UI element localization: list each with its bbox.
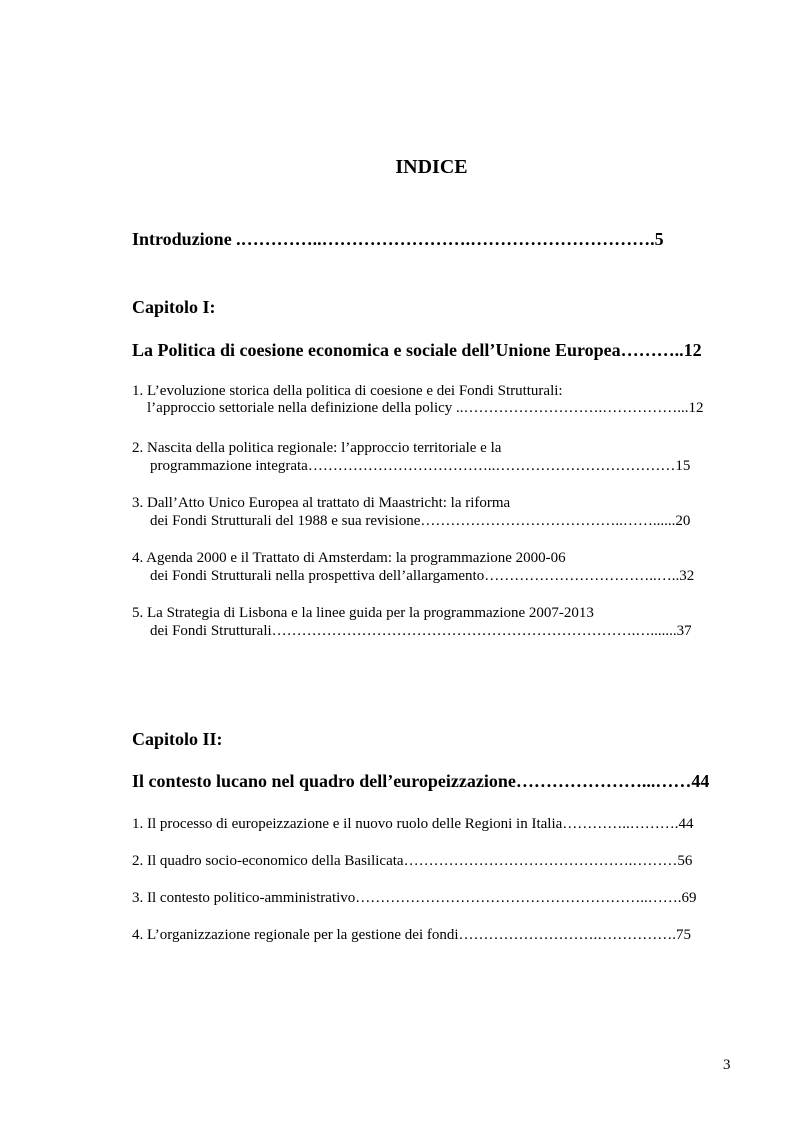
toc-entry-1-2-line1: 2. Nascita della politica regionale: l’approccio territoriale e la — [132, 440, 502, 456]
toc-entry-2-1: 1. Il processo di europeizzazione e il nuovo ruolo delle Regioni in Italia…………..……….44 — [132, 816, 694, 832]
toc-entry-1-5-line1: 5. La Strategia di Lisbona e la linee guida per la programmazione 2007-2013 — [132, 605, 594, 621]
toc-entry-2-3: 3. Il contesto politico-amministrativo…………………………………………………..…….69 — [132, 890, 697, 906]
chapter-1-heading: Capitolo I: — [132, 297, 216, 317]
toc-entry-2-4: 4. L’organizzazione regionale per la gestione dei fondi……………………….…………….75 — [132, 927, 692, 943]
toc-entry-1-1-line1: 1. L’evoluzione storica della politica di coesione e dei Fondi Strutturali: — [132, 383, 563, 399]
toc-entry-1-1-line2: l’approccio settoriale nella definizione della policy ..……………………….……………...12 — [147, 400, 704, 416]
toc-entry-1-4-line2: dei Fondi Strutturali nella prospettiva dell’allargamento……………………………..…..32 — [150, 568, 695, 584]
page-number: 3 — [723, 1057, 731, 1073]
toc-entry-2-2: 2. Il quadro socio-economico della Basilicata……………………………………….………56 — [132, 853, 693, 869]
page-title: INDICE — [395, 156, 468, 178]
toc-entry-1-4-line1: 4. Agenda 2000 e il Trattato di Amsterdam: la programmazione 2000-06 — [132, 550, 566, 566]
chapter-1-title: La Politica di coesione economica e sociale dell’Unione Europea………..12 — [132, 340, 702, 360]
toc-entry-1-3-line1: 3. Dall’Atto Unico Europea al trattato di Maastricht: la riforma — [132, 495, 511, 511]
chapter-2-heading: Capitolo II: — [132, 729, 223, 749]
toc-entry-1-5-line2: dei Fondi Strutturali……………………………………………………………….….......37 — [150, 623, 692, 639]
toc-entry-1-3-line2: dei Fondi Strutturali del 1988 e sua revisione…………………………………..……......20 — [150, 513, 691, 529]
chapter-2-title: Il contesto lucano nel quadro dell’europeizzazione…………………...……44 — [132, 771, 710, 791]
toc-entry-1-2-line2: programmazione integrata………………………………..………………………………15 — [150, 458, 691, 474]
toc-entry-introduzione: Introduzione .…………..…………………….………………………….5 — [132, 229, 664, 249]
